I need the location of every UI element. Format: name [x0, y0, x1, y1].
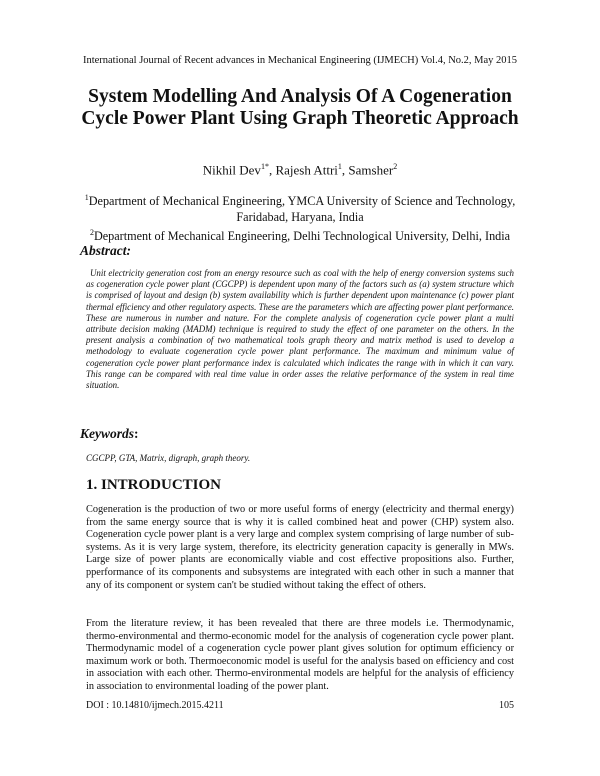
- affiliation-text: Department of Mechanical Engineering, YMCA University of Science and Technology, Faridabad, Haryana, India: [88, 194, 516, 224]
- author-name: Nikhil Dev: [202, 162, 261, 178]
- abstract-heading: Abstract:: [80, 243, 132, 258]
- journal-header: International Journal of Recent advances in Mechanical Engineering (IJMECH) Vol.4, No.2, May 2015: [82, 55, 518, 66]
- keywords-heading: [80, 426, 139, 442]
- author-affiliation-mark: 1*: [260, 162, 269, 171]
- keywords-label: Keywords: [80, 426, 134, 441]
- abstract-text: Unit electricity generation cost from an energy resource such as coal with the help of energy conversion systems such as cogeneration cycle power plant (CGCPP) is dependent upon many of the factors such as (a) system structure which is comprised of layout and design (b) system availability which is further dependent upon maintenance (c) power plant thermal efficiency and other regulatory aspects. These are the parameters which are affecting power plant performance. These are numerous in number and nature. For the complete analysis of cogeneration cycle power plant a multi attribute decision making (MADM) technique is required to study the effect of one parameter on the others. In the present analysis a combination of two mathematical tools graph theory and matrix method is used to develop a methodology to evaluate cogeneration cycle power plant performance. The maximum and minimum value of cogeneration cycle power plant performance index is calculated which indicates the range with in which it can vary. This range can be compared with real time value in order asses the relative performance of the system in real time situation.: [86, 268, 514, 391]
- footer-doi: DOI : 10.14810/ijmech.2015.4211: [86, 700, 224, 711]
- author-name: Rajesh Attri: [275, 162, 338, 178]
- author-separator: ,: [268, 162, 276, 178]
- keywords-colon: :: [134, 426, 139, 441]
- introduction-paragraph: Cogeneration is the production of two or more useful forms of energy (electricity and thermal energy) from the same energy source that is why it is called combined heat and power (CHP) system also. Cogeneration cycle power plant is a very large and complex system comprising of large number of sub-systems. As it is very large system, therefore, its electricity generation capacity is generally in MWs. Large size of power plants are economically viable and cost effective propositions also. Further, pperformance of its components and subsystems are integrated with each other in such a manner that any of its component or system can't be studied without taking the effect of others.: [86, 504, 514, 591]
- affiliation: [60, 190, 540, 225]
- author-separator: ,: [341, 162, 349, 178]
- affiliation-mark: 1: [84, 193, 89, 202]
- author-affiliation-mark: 1: [337, 162, 342, 171]
- author-list: [0, 162, 600, 178]
- affiliation-list: [60, 190, 540, 245]
- affiliation-mark: 2: [89, 228, 94, 238]
- introduction-heading: 1. INTRODUCTION: [86, 477, 222, 493]
- keywords-text: CGCPP, GTA, Matrix, digraph, graph theory.: [86, 453, 251, 463]
- affiliation-text: Department of Mechanical Engineering, Delhi Technological University, Delhi, India: [93, 229, 511, 244]
- paper-title: System Modelling And Analysis Of A Cogeneration Cycle Power Plant Using Graph Theoretic Approach: [81, 86, 519, 129]
- author-affiliation-mark: 2: [393, 162, 398, 171]
- author-name: Samsher: [348, 162, 394, 178]
- page-number: 105: [499, 700, 514, 711]
- affiliation: [60, 225, 540, 245]
- introduction-paragraph: From the literature review, it has been revealed that there are three models i.e. Thermodynamic, thermo-environmental and thermo-economic model for the analysis of cogeneration cycle power plant. Thermodynamic model of a cogeneration cycle power plant gives solution for optimum efficiency or maximum work or both. Thermoeconomic model is useful for the analysis based on efficiency and cost in association with each other. Thermo-environmental models are helpful for the analysis of efficiency in association to environmental loading of the power plant.: [86, 618, 514, 692]
